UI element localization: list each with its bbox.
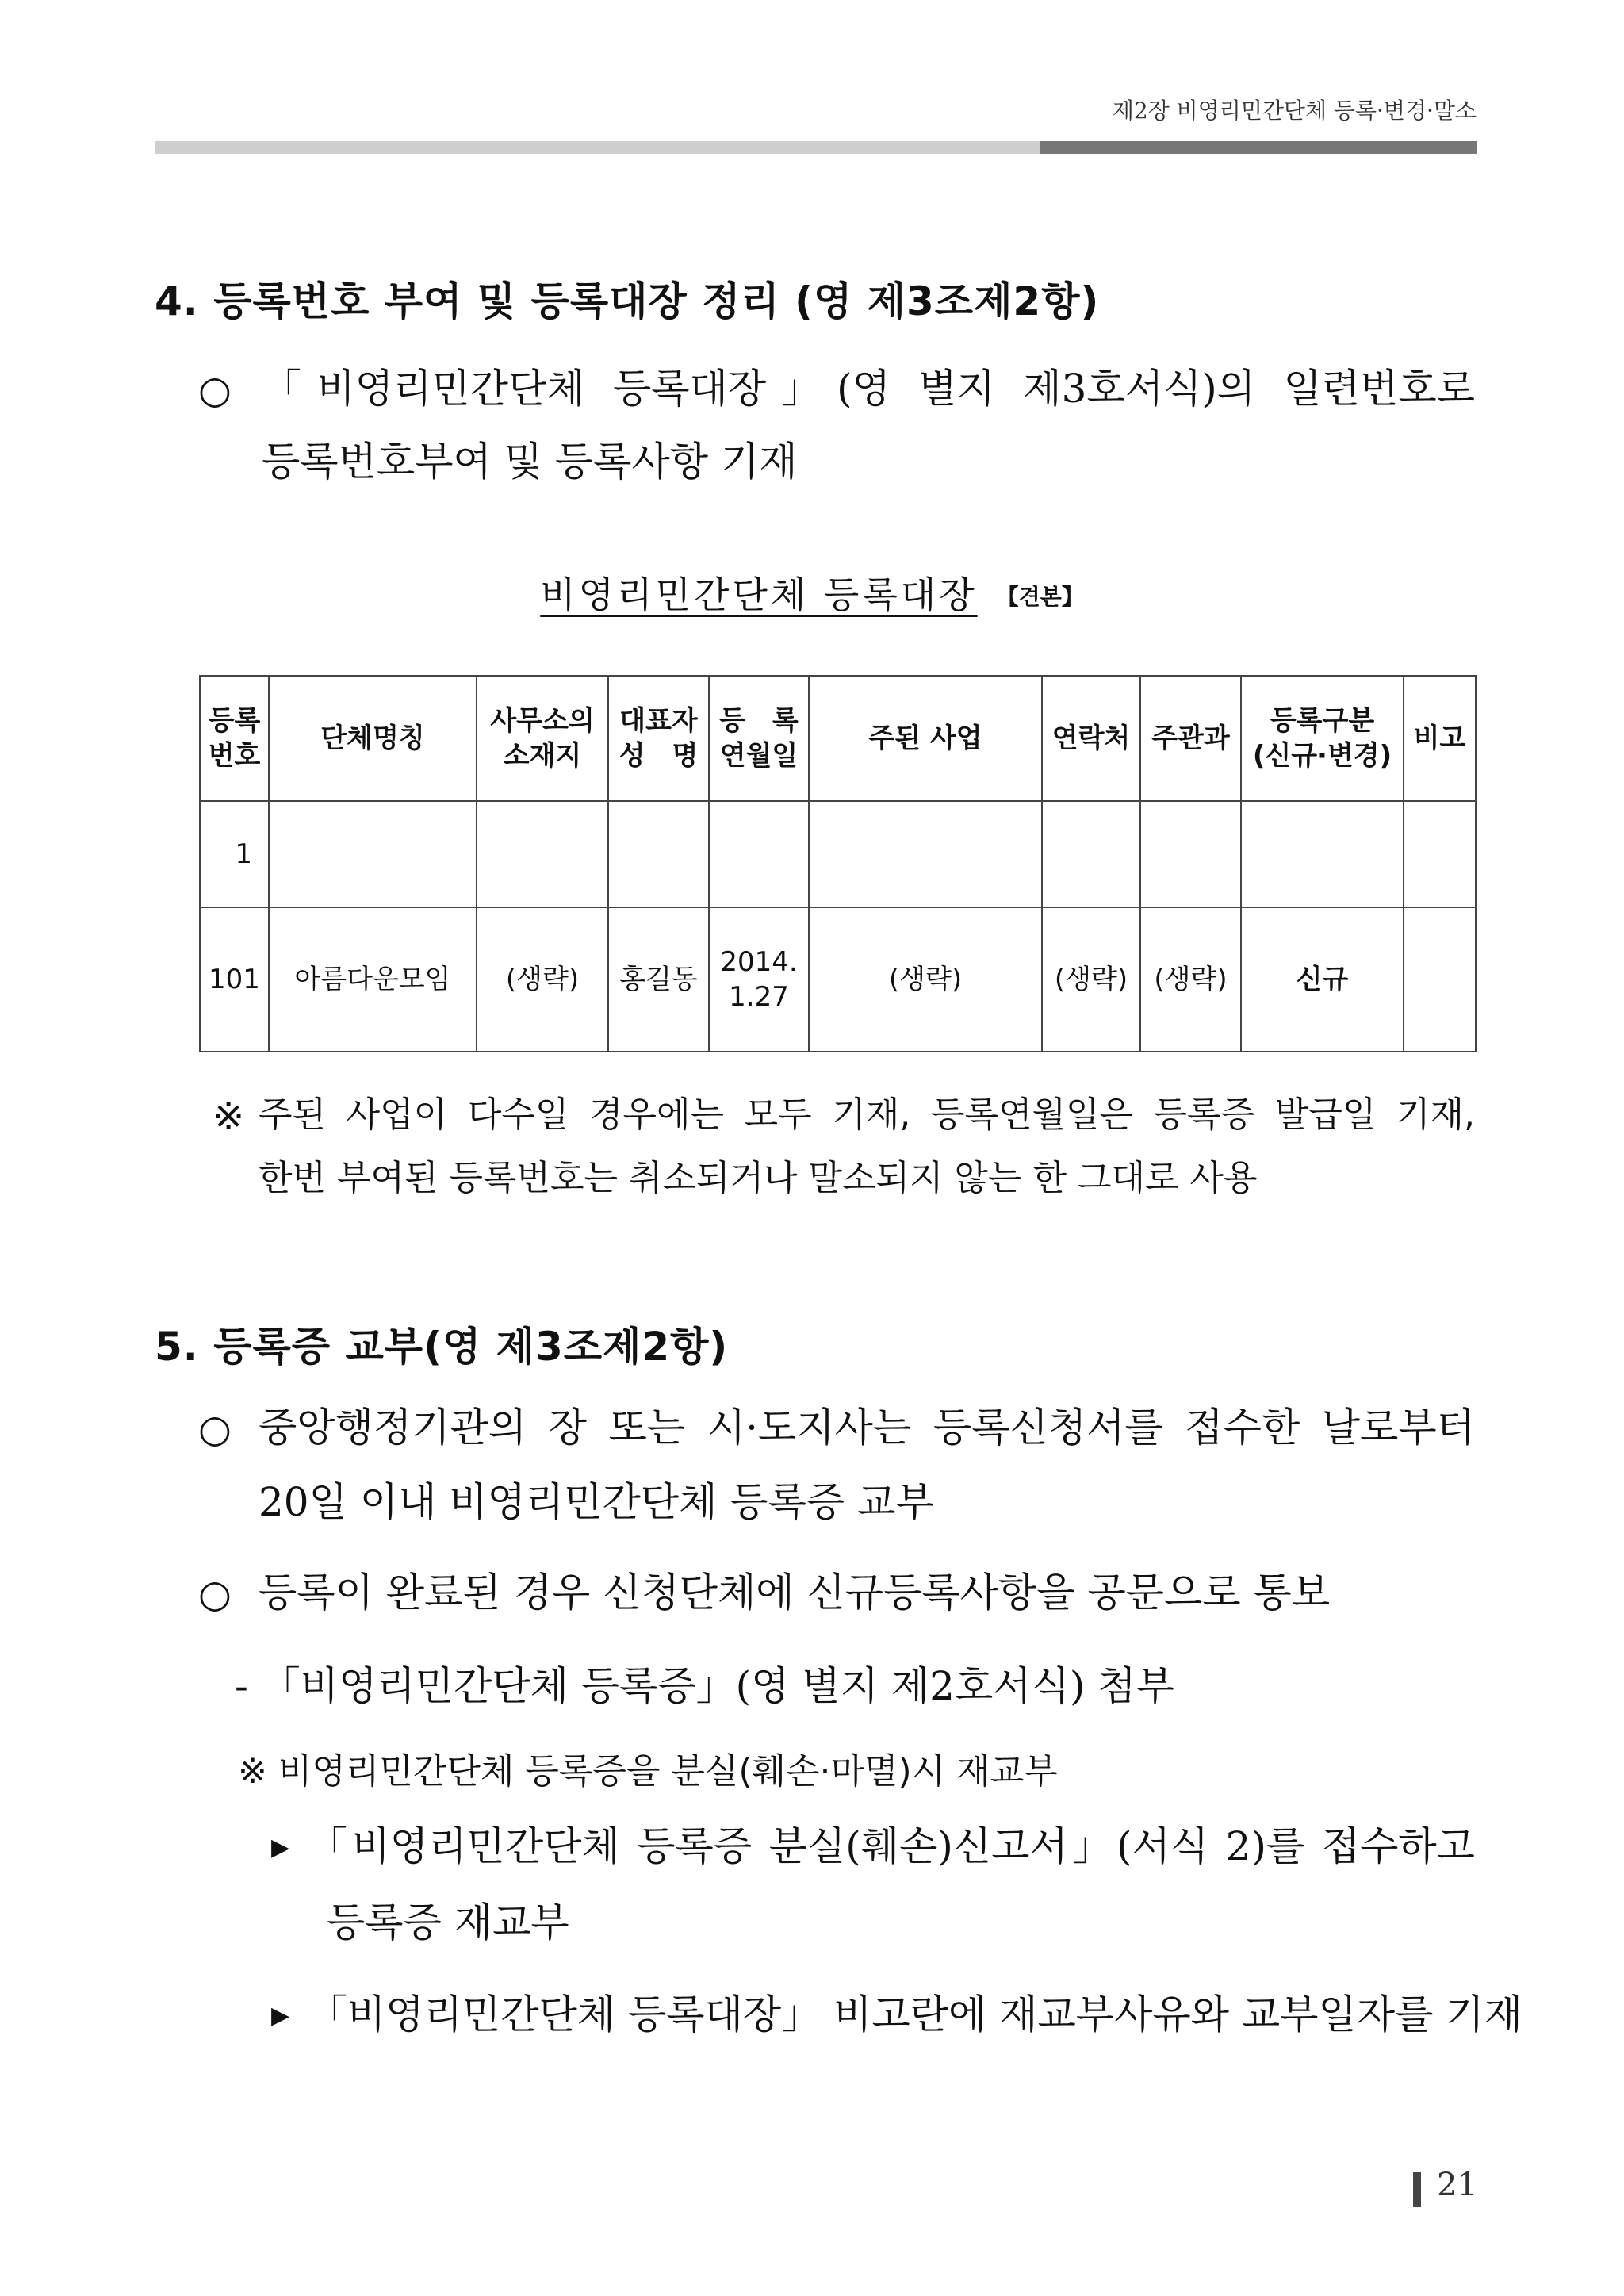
cell-office <box>477 801 608 907</box>
running-header: 제2장 비영리민간단체 등록·변경·말소 <box>1112 98 1477 124</box>
cell-reg-date: 2014. 1.27 <box>709 907 809 1052</box>
header-rule-light <box>155 141 1040 154</box>
table-note-line-2: 한번 부여된 등록번호는 취소되거나 말소되지 않는 한 그대로 사용 <box>259 1158 1258 1198</box>
col-header-reg-type: 등록구분 (신규·변경) <box>1241 676 1404 801</box>
section-4-bullet-line-1: 「비영리민간단체 등록대장」(영 별지 제3호서식)의 일련번호로 <box>262 366 1475 412</box>
reissue-note: ※ 비영리민간단체 등록증을 분실(훼손·마멸)시 재교부 <box>238 1751 1058 1792</box>
table-row <box>200 801 1476 907</box>
page-number-marker <box>1413 2172 1421 2207</box>
col-header-contact: 연락처 <box>1042 676 1140 801</box>
section-5-bullet-2-line-1: 등록이 완료된 경우 신청단체에 신규등록사항을 공문으로 통보 <box>259 1570 1331 1616</box>
registration-register-table <box>199 675 1477 1052</box>
cell-contact: (생략) <box>1042 907 1140 1052</box>
cell-org-name: 아름다운모임 <box>269 907 477 1052</box>
cell-office: (생략) <box>477 907 608 1052</box>
cell-reg-no: 101 <box>200 907 269 1052</box>
cell-dept <box>1140 801 1241 907</box>
cell-reg-type <box>1241 801 1404 907</box>
cell-reg-no: 1 <box>200 801 269 907</box>
cell-reg-date <box>709 801 809 907</box>
cell-main-business <box>809 801 1042 907</box>
table-row <box>200 907 1476 1052</box>
header-rule-dark <box>1040 141 1477 154</box>
arrow-bullet-icon: ▶ <box>271 1834 290 1861</box>
cell-main-business: (생략) <box>809 907 1042 1052</box>
note-reference-icon: ※ <box>213 1094 245 1139</box>
table-note-line-1: 주된 사업이 다수일 경우에는 모두 기재, 등록연월일은 등록증 발급일 기재, <box>259 1094 1475 1135</box>
col-header-note: 비고 <box>1404 676 1476 801</box>
section-5-bullet-1-line-1: 중앙행정기관의 장 또는 시·도지사는 등록신청서를 접수한 날로부터 <box>259 1405 1475 1451</box>
table-title: 비영리민간단체 등록대장 <box>540 573 978 616</box>
bullet-circle-icon: ○ <box>198 1407 232 1451</box>
section-4-heading: 4. 등록번호 부여 및 등록대장 정리 (영 제3조제2항) <box>155 278 1100 324</box>
cell-contact <box>1042 801 1140 907</box>
reissue-step-1-line-1: 「비영리민간단체 등록증 분실(훼손)신고서」(서식 2)를 접수하고 <box>308 1823 1475 1869</box>
col-header-org-name: 단체명칭 <box>269 676 477 801</box>
bullet-circle-icon: ○ <box>198 1572 232 1616</box>
table-caption <box>0 566 1624 619</box>
sample-tag: 【견본】 <box>996 584 1084 610</box>
col-header-office: 사무소의 소재지 <box>477 676 608 801</box>
section-5-heading: 5. 등록증 교부(영 제3조제2항) <box>155 1324 729 1370</box>
cell-reg-type: 신규 <box>1241 907 1404 1052</box>
arrow-bullet-icon: ▶ <box>271 2002 290 2030</box>
cell-note <box>1404 907 1476 1052</box>
reissue-step-2-line-1: 「비영리민간단체 등록대장」 비고란에 재교부사유와 교부일자를 기재 <box>308 1991 1522 2037</box>
section-5-bullet-1-line-2: 20일 이내 비영리민간단체 등록증 교부 <box>259 1479 934 1525</box>
col-header-reg-date: 등 록 연월일 <box>709 676 809 801</box>
col-header-representative: 대표자 성 명 <box>608 676 709 801</box>
col-header-dept: 주관과 <box>1140 676 1241 801</box>
bullet-circle-icon: ○ <box>198 368 232 412</box>
cell-representative <box>608 801 709 907</box>
page-number: 21 <box>1437 2167 1477 2203</box>
cell-dept: (생략) <box>1140 907 1241 1052</box>
table-header-row <box>200 676 1476 801</box>
reissue-step-1-line-2: 등록증 재교부 <box>327 1899 569 1945</box>
col-header-main-business: 주된 사업 <box>809 676 1042 801</box>
col-header-reg-no: 등록 번호 <box>200 676 269 801</box>
section-4-bullet-line-2: 등록번호부여 및 등록사항 기재 <box>262 439 798 485</box>
cell-note <box>1404 801 1476 907</box>
cell-org-name <box>269 801 477 907</box>
attachment-item: - 「비영리민간단체 등록증」(영 별지 제2호서식) 첨부 <box>235 1663 1174 1709</box>
cell-representative: 홍길동 <box>608 907 709 1052</box>
